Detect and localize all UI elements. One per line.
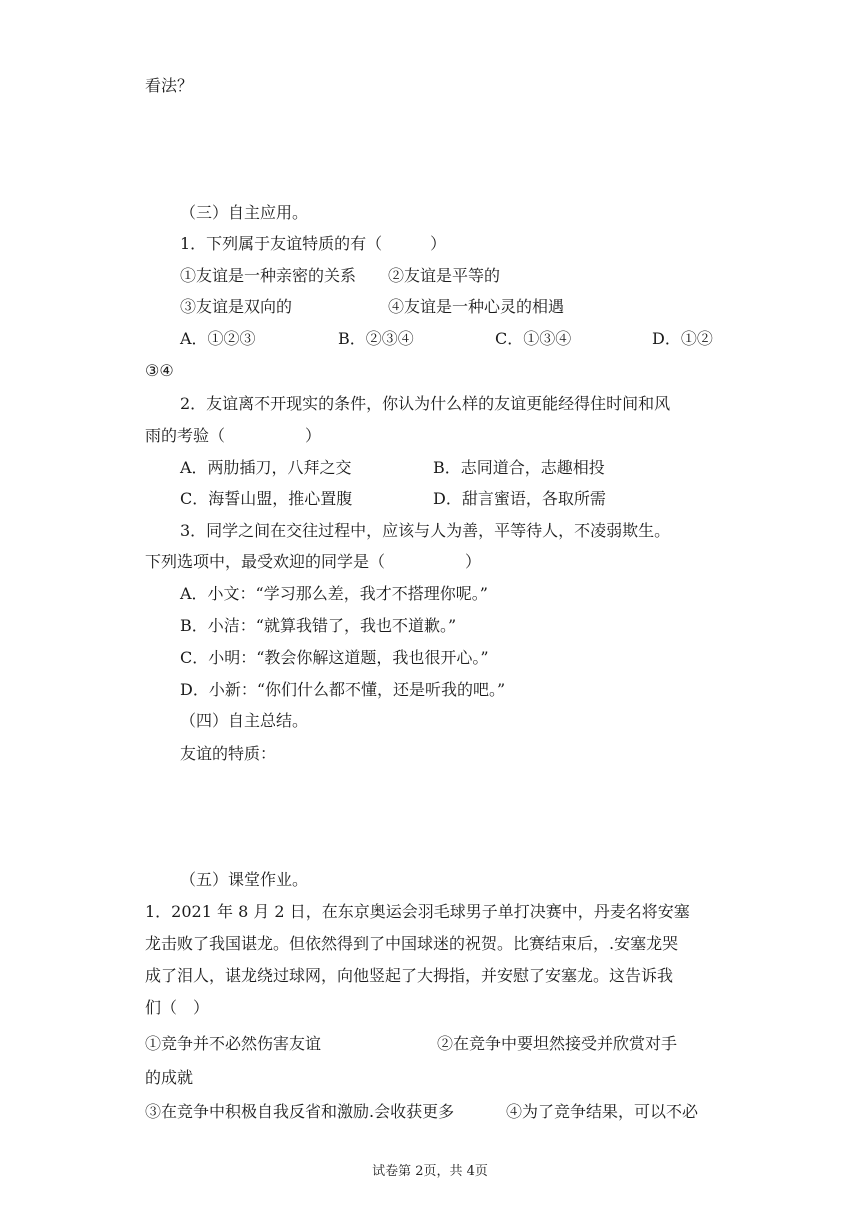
q1-choice-d: D．①② — [652, 329, 713, 348]
q3-stem-line-2: 下列选项中，最受欢迎的同学是（ ） — [145, 552, 482, 571]
q3-stem-line-1: 3．同学之间在交往过程中，应该与人为善，平等待人，不凌弱欺生。 — [180, 521, 671, 540]
q2-choice-a: A．两肋插刀，八拜之交 — [180, 458, 352, 477]
q3-choice-b: B．小洁：“就算我错了，我也不道歉。” — [180, 616, 457, 635]
continued-question-tail: 看法？ — [145, 76, 194, 95]
hw-q1-option-2: ②在竞争中要坦然接受并欣赏对手 — [437, 1034, 678, 1053]
q1-choice-a: A．①②③ — [180, 329, 256, 348]
page-footer: 试卷第 2页，共 4页 — [372, 1164, 488, 1179]
hw-q1-line-1: 1．2021 年 8 月 2 日，在东京奥运会羽毛球男子单打决赛中，丹麦名将安塞 — [145, 902, 690, 921]
q2-stem-line-1: 2．友谊离不开现实的条件，你认为什么样的友谊更能经得住时间和风 — [180, 394, 671, 413]
q3-choice-c: C．小明：“教会你解这道题，我也很开心。” — [180, 648, 489, 667]
hw-q1-line-2: 龙击败了我国谌龙。但依然得到了中国球迷的祝贺。比赛结束后，.安塞龙哭 — [145, 934, 679, 953]
summary-prompt: 友谊的特质： — [180, 744, 277, 763]
section-5-heading: （五）课堂作业。 — [180, 870, 309, 889]
hw-q1-line-4: 们（ ） — [145, 998, 210, 1017]
hw-q1-option-3: ③在竞争中积极自我反省和激励.会收获更多 — [145, 1102, 455, 1121]
hw-q1-option-2-wrap: 的成就 — [145, 1068, 194, 1087]
q1-option-2: ②友谊是平等的 — [388, 266, 501, 285]
q2-stem-line-2: 雨的考验（ ） — [145, 426, 322, 445]
q1-choice-b: B．②③④ — [338, 329, 414, 348]
q1-stem: 1．下列属于友谊特质的有（ ） — [180, 234, 447, 253]
q2-choice-c: C．海誓山盟，推心置腹 — [180, 489, 353, 508]
hw-q1-line-3: 成了泪人，谌龙绕过球网，向他竖起了大拇指，并安慰了安塞龙。这告诉我 — [145, 966, 674, 985]
q3-choice-a: A．小文：“学习那么差，我才不搭理你呢。” — [180, 584, 488, 603]
q1-choice-c: C．①③④ — [495, 329, 572, 348]
section-4-heading: （四）自主总结。 — [180, 711, 309, 730]
q1-option-4: ④友谊是一种心灵的相遇 — [388, 297, 565, 316]
hw-q1-option-1: ①竞争并不必然伤害友谊 — [145, 1034, 322, 1053]
q1-choice-d-wrap: ③④ — [145, 361, 174, 380]
q2-choice-b: B．志同道合，志趣相投 — [433, 458, 605, 477]
q1-option-3: ③友谊是双向的 — [180, 297, 293, 316]
q3-choice-d: D．小新：“你们什么都不懂，还是听我的吧。” — [180, 680, 506, 699]
hw-q1-option-4: ④为了竞争结果，可以不必 — [506, 1102, 699, 1121]
q1-option-1: ①友谊是一种亲密的关系 — [180, 266, 357, 285]
q2-choice-d: D．甜言蜜语，各取所需 — [433, 489, 606, 508]
section-3-heading: （三）自主应用。 — [180, 203, 309, 222]
